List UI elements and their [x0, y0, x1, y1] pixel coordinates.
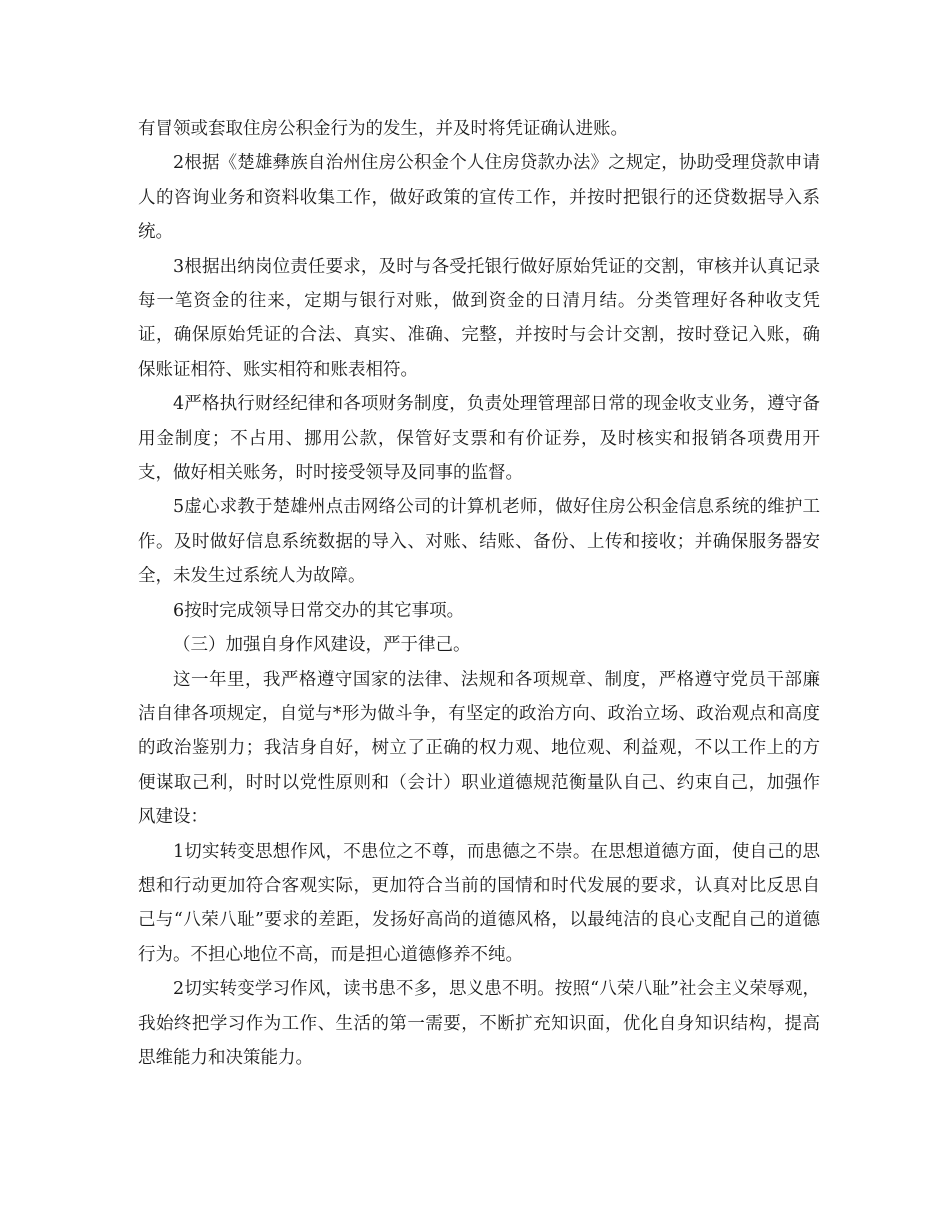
paragraph-item-6: 6按时完成领导日常交办的其它事项。: [173, 600, 465, 621]
paragraph-item-3: 3根据出纳岗位责任要求，及时与各受托银行做好原始凭证的交割，审核并认真记录每一笔资金的往来，定期与银行对账，做到资金的日清月结。分类管理好各种收支凭证，确保原始凭证的合法、真实、准确、完整，并按时与会计交割，按时登记入账，确保账证相符、账实相符和账表相符。: [138, 256, 820, 380]
document-body: [138, 112, 820, 1075]
paragraph-point-2: 2切实转变学习作风，读书患不多，思义患不明。按照“八荣八耻”社会主义荣辱观，我始终把学习作为工作、生活的第一需要，不断扩充知识面，优化自身知识结构，提高思维能力和决策能力。: [138, 979, 820, 1068]
paragraph-item-4: 4严格执行财经纪律和各项财务制度，负责处理管理部日常的现金收支业务，遵守备用金制度；不占用、挪用公款，保管好支票和有价证券，及时核实和报销各项费用开支，做好相关账务，时时接受领导及同事的监督。: [138, 394, 820, 484]
section-heading: （三）加强自身作风建设，严于律己。: [173, 635, 471, 656]
paragraph-continuation: 有冒领或套取住房公积金行为的发生，并及时将凭证确认进账。: [138, 119, 628, 139]
paragraph-item-2: 2根据《楚雄彝族自治州住房公积金个人住房贷款办法》之规定，协助受理贷款申请人的咨询业务和资料收集工作，做好政策的宣传工作，并按时把银行的还贷数据导入系统。: [138, 153, 820, 243]
paragraph-item-5: 5虚心求教于楚雄州点击网络公司的计算机老师，做好住房公积金信息系统的维护工作。及时做好信息系统数据的导入、对账、结账、备份、上传和接收；并确保服务器安全，未发生过系统人为故障。: [138, 497, 820, 587]
paragraph-intro: 这一年里，我严格遵守国家的法律、法规和各项规章、制度，严格遵守党员干部廉洁自律各项规定，自觉与*形为做斗争，有坚定的政治方向、政治立场、政治观点和高度的政治鉴别力；我洁身自好，树立了正确的权力观、地位观、利益观，不以工作上的方便谋取己利，时时以党性原则和（会计）职业道德规范衡量队自己、约束自己，加强作风建设：: [138, 669, 820, 828]
paragraph-point-1: 1切实转变思想作风，不患位之不尊，而患德之不崇。在思想道德方面，使自己的思想和行动更加符合客观实际，更加符合当前的国情和时代发展的要求，认真对比反思自己与“八荣八耻”要求的差距，发扬好高尚的道德风格，以最纯洁的良心支配自己的道德行为。不担心地位不高，而是担心道德修养不纯。: [138, 841, 820, 965]
